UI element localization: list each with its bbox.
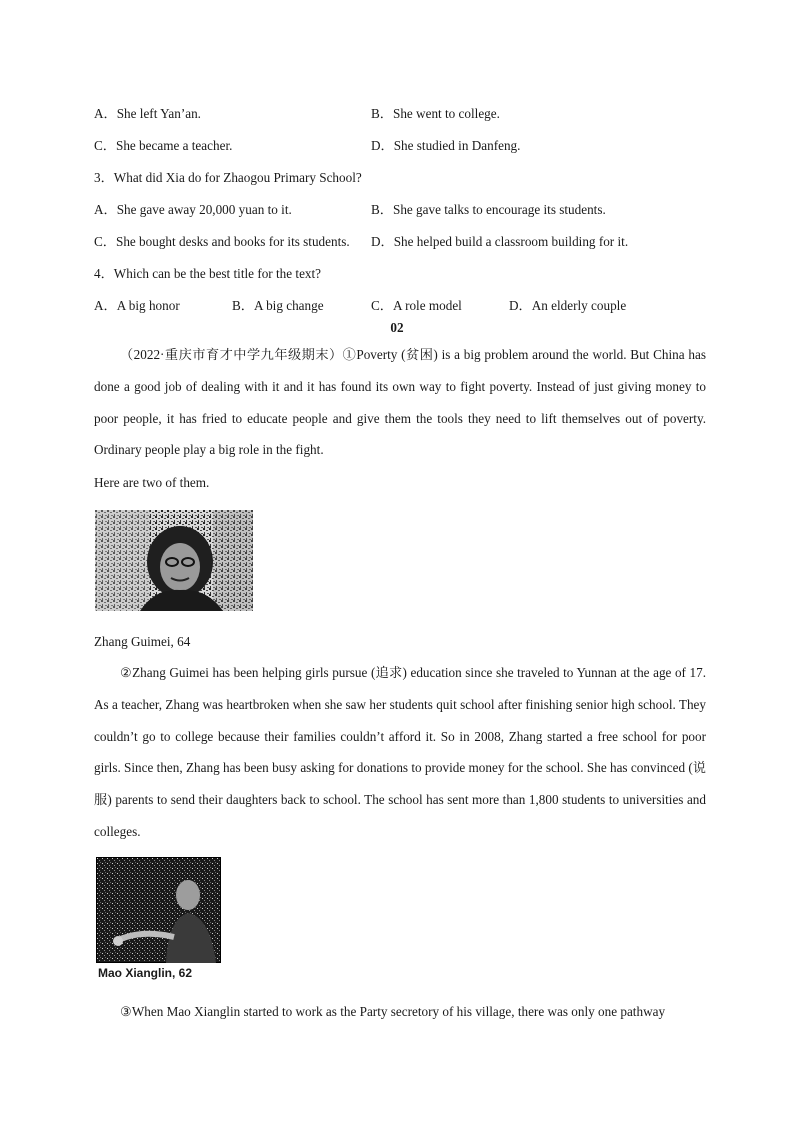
mao-xianglin-paragraph: ③When Mao Xianglin started to work as the Party secretory of his village, there was only one pathway — [120, 1004, 666, 1019]
mao-xianglin-photo-caption: Mao Xianglin, 62 — [98, 966, 193, 980]
q3-option-b: B．She gave talks to encourage its students. — [371, 202, 606, 217]
q1-option-b: B．She went to college. — [371, 106, 500, 121]
q4-option-c: C．A role model — [371, 298, 462, 313]
intro-paragraph: （2022·重庆市育才中学九年级期末）①Poverty (贫困) is a big problem around the world. But China has done a good job of dealing with it and it has found its own way to fight poverty. Instead of just giving money to poor people, it has fried to educate people and give them the tools they need to lift themselves out of poverty. Ordinary people play a big role in the fight. — [94, 347, 706, 458]
q4-option-b: B．A big change — [232, 298, 324, 313]
q4-option-d: D．An elderly couple — [509, 298, 627, 313]
zhang-guimei-caption: Zhang Guimei, 64 — [94, 634, 191, 649]
q3-option-d: D．She helped build a classroom building for it. — [371, 234, 629, 249]
zhang-guimei-paragraph: ②Zhang Guimei has been helping girls pursue (追求) education since she traveled to Yunnan at the age of 17. As a teacher, Zhang was heartbroken when she saw her students quit school after finishing senior high school. They couldn’t go to college because their families couldn’t afford it. So in 2008, Zhang started a free school for poor girls. Since then, Zhang has been busy asking for donations to provide money for the school. She has convinced (说服) parents to send their daughters back to school. The school has sent more than 1,800 students to universities and colleges. — [94, 665, 706, 839]
section-number: 02 — [390, 320, 404, 335]
mao-xianglin-photo — [96, 857, 221, 963]
q3-option-c: C．She bought desks and books for its students. — [94, 234, 350, 249]
q1-option-c: C．She became a teacher. — [94, 138, 233, 153]
q4-option-a: A．A big honor — [94, 298, 180, 313]
q1-option-a: A．She left Yan’an. — [94, 106, 201, 121]
q3-option-a: A．She gave away 20,000 yuan to it. — [94, 202, 292, 217]
q4-stem: 4．Which can be the best title for the text? — [94, 266, 322, 281]
q3-stem: 3．What did Xia do for Zhaogou Primary School? — [94, 170, 362, 185]
zhang-guimei-photo — [95, 510, 253, 611]
q1-option-d: D．She studied in Danfeng. — [371, 138, 521, 153]
here-line: Here are two of them. — [94, 475, 210, 490]
